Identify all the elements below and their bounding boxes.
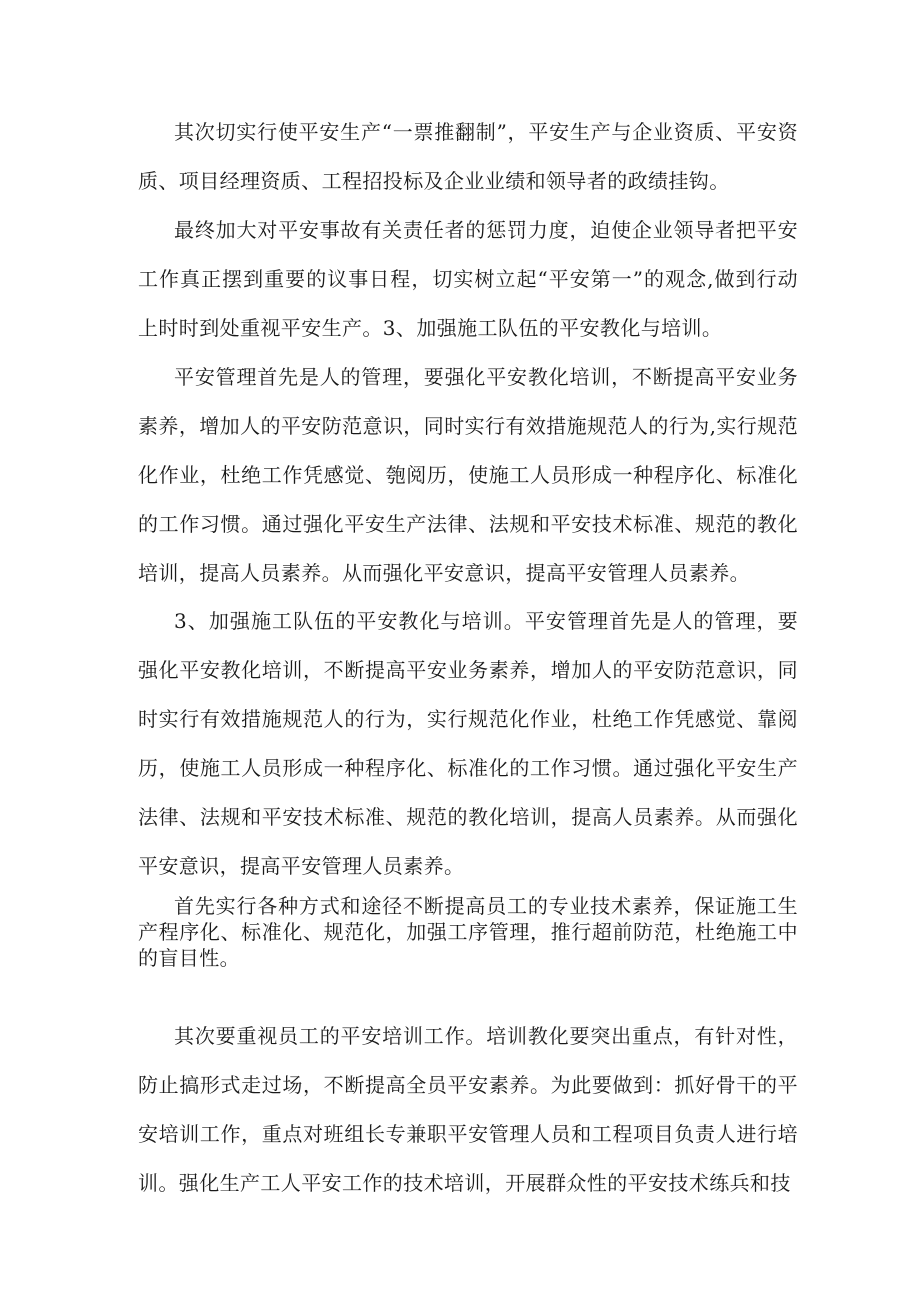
paragraph-team-training: 3、加强施工队伍的平安教化与培训。平安管理首先是人的管理，要强化平安教化培训，不断提高平安业务素养，增加人的平安防范意识，同时实行有效措施规范人的行为，实行规范化作业，杜绝工作凭感觉、靠阅历，使施工人员形成一种程序化、标准化的工作习惯。通过强化平安生产法律、法规和平安技术标准、规范的教化培训，提高人员素养。从而强化平安意识，提高平安管理人员素养。 <box>138 609 798 878</box>
paragraph-technical-skills: 首先实行各种方式和途径不断提高员工的专业技术素养，保证施工生产程序化、标准化、规范化，加强工序管理，推行超前防范，杜绝施工中的盲目性。 <box>138 894 798 970</box>
paragraph-accident-penalty: 最终加大对平安事故有关责任者的惩罚力度，迫使企业领导者把平安工作真正摆到重要的议事日程，切实树立起“平安第一”的观念,做到行动上时时到处重视平安生产。3、加强施工队伍的平安教化与培训。 <box>138 218 798 340</box>
paragraph-staff-training: 其次要重视员工的平安培训工作。培训教化要突出重点，有针对性，防止搞形式走过场，不断提高全员平安素养。为此要做到：抓好骨干的平安培训工作，重点对班组长专兼职平安管理人员和工程项目负责人进行培训。强化生产工人平安工作的技术培训，开展群众性的平安技术练兵和技 <box>138 1024 798 1195</box>
paragraph-veto-system: 其次切实行使平安生产“一票推翻制”，平安生产与企业资质、平安资质、项目经理资质、工程招投标及企业业绩和领导者的政绩挂钩。 <box>138 120 798 193</box>
paragraph-safety-management: 平安管理首先是人的管理，要强化平安教化培训，不断提高平安业务素养，增加人的平安防范意识，同时实行有效措施规范人的行为,实行规范化作业，杜绝工作凭感觉、匏阅历，使施工人员形成一种程序化、标准化的工作习惯。通过强化平安生产法律、法规和平安技术标准、规范的教化培训，提高人员素养。从而强化平安意识，提高平安管理人员素养。 <box>138 365 798 585</box>
